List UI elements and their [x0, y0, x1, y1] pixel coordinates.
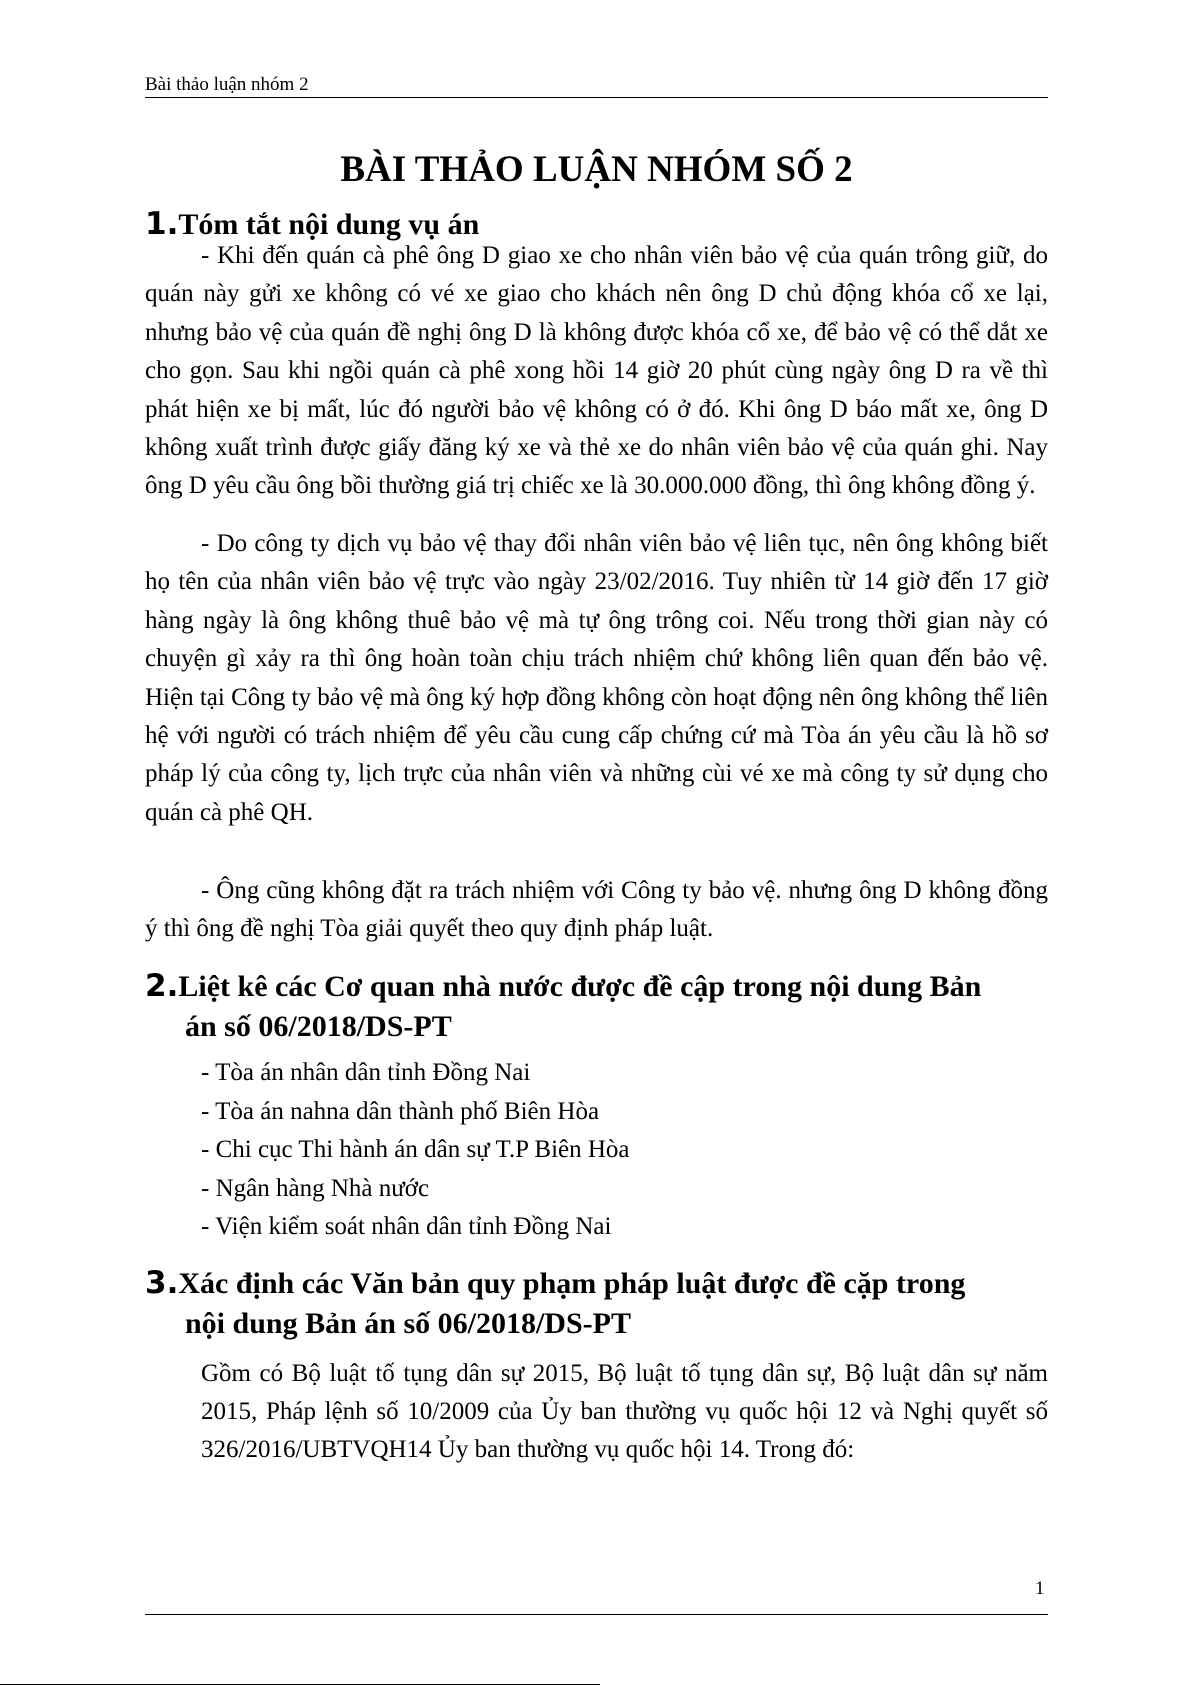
section-2-title-line-1: Liệt kê các Cơ quan nhà nước được đề cập trong nội dung Bản	[178, 970, 982, 1003]
section-2-number: 2.	[145, 968, 179, 1004]
section-2-title-line-2: án số 06/2018/DS-PT	[185, 1010, 452, 1043]
agency-list	[201, 1054, 630, 1247]
section-1-paragraph-1: - Khi đến quán cà phê ông D giao xe cho nhân viên bảo vệ của quán trông giữ, do quán này gửi xe không có vé xe giao cho khách nên ông D chủ động khóa cổ xe lại, nhưng bảo vệ của quán đề nghị ông D là không được khóa cổ xe, để bảo vệ có thể dắt xe cho gọn. Sau khi ngồi quán cà phê xong hồi 14 giờ 20 phút cùng ngày ông D ra về thì phát hiện xe bị mất, lúc đó người bảo vệ không có ở đó. Khi ông D báo mất xe, ông D không xuất trình được giấy đăng ký xe và thẻ xe do nhân viên bảo vệ của quán ghi. Nay ông D yêu cầu ông bồi thường giá trị chiếc xe là 30.000.000 đồng, thì ông không đồng ý.	[145, 242, 1048, 500]
section-1-paragraph-2: - Do công ty dịch vụ bảo vệ thay đổi nhân viên bảo vệ liên tục, nên ông không biết họ tên của nhân viên bảo vệ trực vào ngày 23/02/2016. Tuy nhiên từ 14 giờ đến 17 giờ hàng ngày là ông không thuê bảo vệ mà tự ông trông coi. Nếu trong thời gian này có chuyện gì xảy ra thì ông hoàn toàn chịu trách nhiệm chứ không liên quan đến bảo vệ. Hiện tại Công ty bảo vệ mà ông ký hợp đồng không còn hoạt động nên ông không thể liên hệ với người có trách nhiệm để yêu cầu cung cấp chứng cứ mà Tòa án yêu cầu là hồ sơ pháp lý của công ty, lịch trực của nhân viên và những cùi vé xe mà công ty sử dụng cho quán cà phê QH.	[145, 530, 1048, 826]
section-2-heading	[145, 966, 1048, 1047]
header-divider	[145, 97, 1048, 98]
list-item: - Chi cục Thi hành án dân sự T.P Biên Hòa	[201, 1136, 630, 1163]
section-3-heading	[145, 1263, 1048, 1344]
page-number: 1	[1035, 1578, 1045, 1599]
section-3-paragraph: Gồm có Bộ luật tố tụng dân sự 2015, Bộ luật tố tụng dân sự, Bộ luật dân sự năm 2015, Pháp lệnh số 10/2009 của Ủy ban thường vụ quốc hội 12 và Nghị quyết số 326/2016/UBTVQH14 Ủy ban thường vụ quốc hội 14. Trong đó:	[201, 1360, 1048, 1464]
section-3-number: 3.	[145, 1265, 179, 1301]
list-item: - Ngân hàng Nhà nước	[201, 1174, 430, 1202]
footer-divider	[145, 1614, 1048, 1615]
section-3-title-line-2: nội dung Bản án số 06/2018/DS-PT	[185, 1307, 631, 1340]
section-1-title: Tóm tắt nội dung vụ án	[178, 208, 480, 241]
list-item: - Tòa án nahna dân thành phố Biên Hòa	[201, 1097, 600, 1125]
section-3-title-line-1: Xác định các Văn bản quy phạm pháp luật được đề cặp trong	[178, 1267, 966, 1300]
document-title: BÀI THẢO LUẬN NHÓM SỐ 2	[340, 149, 853, 190]
page-header: Bài thảo luận nhóm 2	[145, 74, 309, 95]
list-item: - Tòa án nhân dân tỉnh Đồng Nai	[201, 1059, 531, 1086]
section-1-paragraph-3: - Ông cũng không đặt ra trách nhiệm với Công ty bảo vệ. nhưng ông D không đồng ý thì ông đề nghị Tòa giải quyết theo quy định pháp luật.	[145, 877, 1048, 943]
list-item: - Viện kiểm soát nhân dân tỉnh Đồng Nai	[201, 1213, 612, 1240]
section-1-number: 1.	[145, 206, 179, 242]
